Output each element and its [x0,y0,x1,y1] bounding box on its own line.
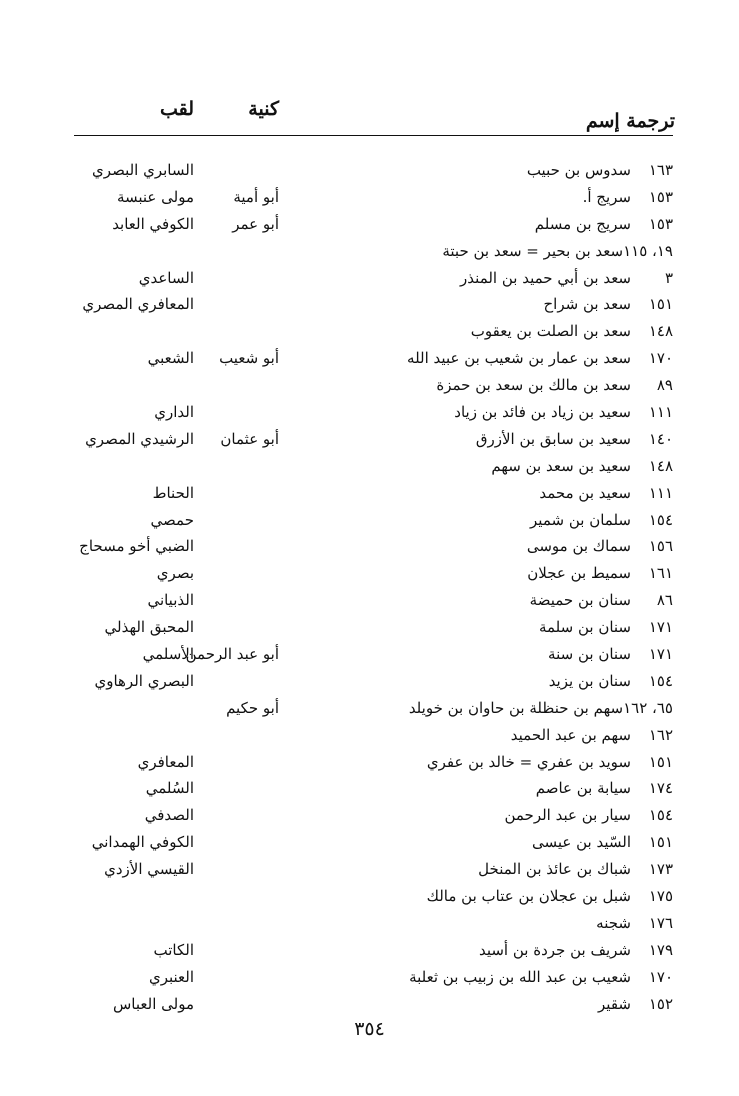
laqab-cell: الأسلمي [142,645,194,664]
entry-row [253,641,673,668]
entry-row [253,695,673,722]
entry-name: سماك بن موسى [526,537,631,556]
entry-name: سهم بن حنظلة بن حاوان بن خويلد [408,698,624,717]
entry-name: سعد بن بحير = سعد بن حبتة [442,241,624,260]
entry-name: السّيد بن عيسى [531,833,631,852]
laqab-cell: العنبري [148,967,194,986]
entry-name: شعيب بن عبد الله بن زبيب بن ثعلبة [409,967,631,986]
entry-row [253,856,673,883]
laqab-cell: البصري الرهاوي [94,671,194,690]
kunya-cell: أبو عبد الرحمن [185,645,279,664]
entry-number: ١٦١ [648,564,673,583]
kunya-cell [179,964,279,991]
kunya-cell [179,157,279,184]
entry-name: سعد بن الصلت بن يعقوب [470,322,631,341]
laqab-cell [24,372,194,399]
entry-row [253,291,673,318]
entry-number: ١٥٤ [648,671,673,690]
entry-number: ١٦٢ [648,725,673,744]
entry-number: ١٥٣ [648,187,673,206]
entry-number: ١١١ [648,403,673,422]
entry-name: سنان بن يزيد [548,671,631,690]
entry-name: سويد بن عفري = خالد بن عفري [426,752,631,771]
entry-name: سدوس بن حبيب [526,161,631,179]
entry-row [253,910,673,937]
entry-number: ١٧٦ [648,913,673,932]
entry-row [253,453,673,480]
entry-row [253,238,673,265]
entry-name: شجنه [596,913,631,932]
kunya-cell [179,856,279,883]
kunya-cell [179,399,279,426]
entry-number: ١٥٦ [648,537,673,556]
entry-name: سعد بن عمار بن شعيب بن عبيد الله [407,349,631,368]
entry-row [253,749,673,776]
entries-column [253,157,673,1018]
kunya-cell [179,749,279,776]
entry-row [253,560,673,587]
entry-row [253,964,673,991]
entry-name: سعيد بن زياد بن فائد بن زياد [454,403,631,422]
entry-row [253,587,673,614]
laqab-cell: المحبق الهذلي [104,618,194,637]
entry-number: ١٤٨ [648,456,673,475]
kunya-cell [179,507,279,534]
kunya-cell [179,533,279,560]
header-kunya: كنية [248,98,279,120]
laqab-cell: الكاتب [153,940,194,959]
laqab-cell: السُلمي [145,779,194,798]
laqab-cell [24,238,194,265]
entry-row [253,372,673,399]
entry-number: ١٧١ [648,645,673,664]
entry-number: ١٧٠ [648,967,673,986]
laqab-cell: الذبياني [147,591,194,610]
laqab-cell: الكوفي العابد [112,214,194,233]
header-rule [74,135,673,136]
entry-name: سعد بن أبي حميد بن المنذر [460,268,631,287]
kunya-cell [179,318,279,345]
entry-number: ١٥٤ [648,510,673,529]
laqab-cell [24,910,194,937]
entry-row [253,533,673,560]
header-laqab: لقب [159,98,194,120]
entry-number: ٨٦ [656,591,673,610]
entry-name: سريج أ. [582,187,631,206]
entry-number: ١٧٣ [648,860,673,879]
entry-number: ٨٩ [656,376,673,395]
kunya-cell [179,238,279,265]
entry-row [253,426,673,453]
kunya-cell [179,775,279,802]
entry-number: ٦٥، ١٦٢ [623,698,673,717]
entry-row [253,775,673,802]
entry-number: ٣ [664,268,673,287]
entry-name: سعد بن شراح [543,295,631,314]
entry-name: سهم بن عبد الحميد [510,725,631,744]
laqab-cell [24,318,194,345]
laqab-cell: الحناط [152,483,194,502]
kunya-cell [179,991,279,1018]
entry-row [253,345,673,372]
entry-number: ١٤٠ [648,429,673,448]
laqab-cell: مولى العباس [112,994,194,1013]
laqab-cell: الساعدي [138,268,194,287]
entry-name: شباك بن عائذ بن المنخل [478,860,631,879]
kunya-cell [179,291,279,318]
entry-row [253,614,673,641]
entry-row [253,722,673,749]
kunya-cell: أبو عثمان [220,429,279,448]
laqab-cell: السابري البصري [92,161,194,179]
entry-name: سنان بن حميضة [529,591,631,610]
kunya-cell [179,614,279,641]
kunya-cell [179,910,279,937]
entry-number: ١٦٣ [648,161,673,179]
page-number: ٣٥٤ [354,1018,385,1040]
entry-row [253,318,673,345]
laqab-cell: الصدفي [144,806,194,825]
entry-row [253,937,673,964]
kunya-cell: أبو عمر [232,214,279,233]
kunya-cell [179,453,279,480]
entry-name: سعيد بن سعد بن سهم [491,456,631,475]
kunya-cell [179,668,279,695]
entry-row [253,211,673,238]
entry-name: سعيد بن سابق بن الأزرق [475,429,631,448]
entry-name: سعيد بن محمد [539,483,631,502]
entry-number: ١٥٤ [648,806,673,825]
entry-number: ١٤٨ [648,322,673,341]
kunya-cell [179,883,279,910]
entry-name: سنان بن سنة [548,645,631,664]
kunya-cell [179,265,279,292]
entry-number: ١٥١ [648,752,673,771]
laqab-cell: الضبي أخو مسحاج [79,537,194,556]
entry-name: سنان بن سلمة [538,618,631,637]
entry-number: ١٥١ [648,833,673,852]
entry-row [253,184,673,211]
entry-name: سيار بن عبد الرحمن [504,806,631,825]
kunya-cell [179,480,279,507]
kunya-column [179,157,279,1018]
laqab-cell [24,453,194,480]
entry-row [253,157,673,184]
entry-name: سيابة بن عاصم [535,779,631,798]
entry-row [253,991,673,1018]
entry-name: سميط بن عجلان [527,564,631,583]
kunya-cell [179,829,279,856]
entry-number: ١٥٣ [648,214,673,233]
entry-row [253,265,673,292]
laqab-cell [24,883,194,910]
kunya-cell: أبو أمية [233,187,279,206]
entry-name: سعد بن مالك بن سعد بن حمزة [436,376,631,395]
entry-number: ١١١ [648,483,673,502]
kunya-cell [179,937,279,964]
kunya-cell [179,722,279,749]
entry-name: شريف بن جردة بن أسيد [478,940,631,959]
laqab-cell: الداري [154,403,194,422]
kunya-cell [179,587,279,614]
entry-number: ١٧٥ [648,887,673,906]
entry-row [253,802,673,829]
header-name: ترجمة إسم [585,110,675,132]
kunya-cell [179,802,279,829]
kunya-cell: أبو شعيب [219,349,279,368]
laqab-cell: الكوفي الهمداني [91,833,194,852]
entry-row [253,399,673,426]
entry-number: ١٧١ [648,618,673,637]
entry-name: سلمان بن شمير [530,510,631,529]
laqab-cell: القيسي الأزدي [104,860,194,879]
kunya-cell [179,560,279,587]
entry-row [253,829,673,856]
laqab-column [24,157,194,1018]
entry-name: سريج بن مسلم [534,214,631,233]
entry-number: ١٧٠ [648,349,673,368]
kunya-cell [179,372,279,399]
entry-number: ١٧٤ [648,779,673,798]
laqab-cell: مولى عنبسة [116,187,194,206]
entry-number: ١٥١ [648,295,673,314]
entry-row [253,507,673,534]
entry-number: ١٧٩ [648,940,673,959]
laqab-cell [24,722,194,749]
laqab-cell: بصري [156,564,194,583]
entry-name: شبل بن عجلان بن عتاب بن مالك [426,887,631,906]
laqab-cell: الشعبي [147,349,194,368]
entry-number: ١٩، ١١٥ [623,241,673,260]
entry-number: ١٥٢ [648,994,673,1013]
entry-name: شقير [598,994,631,1013]
laqab-cell: الرشيدي المصري [85,429,194,448]
laqab-cell [24,695,194,722]
entry-row [253,883,673,910]
entry-row [253,480,673,507]
kunya-cell: أبو حكيم [226,698,279,717]
entry-row [253,668,673,695]
laqab-cell: المعافري [137,752,194,771]
laqab-cell: المعافري المصري [82,295,194,314]
laqab-cell: حمصي [150,510,194,529]
